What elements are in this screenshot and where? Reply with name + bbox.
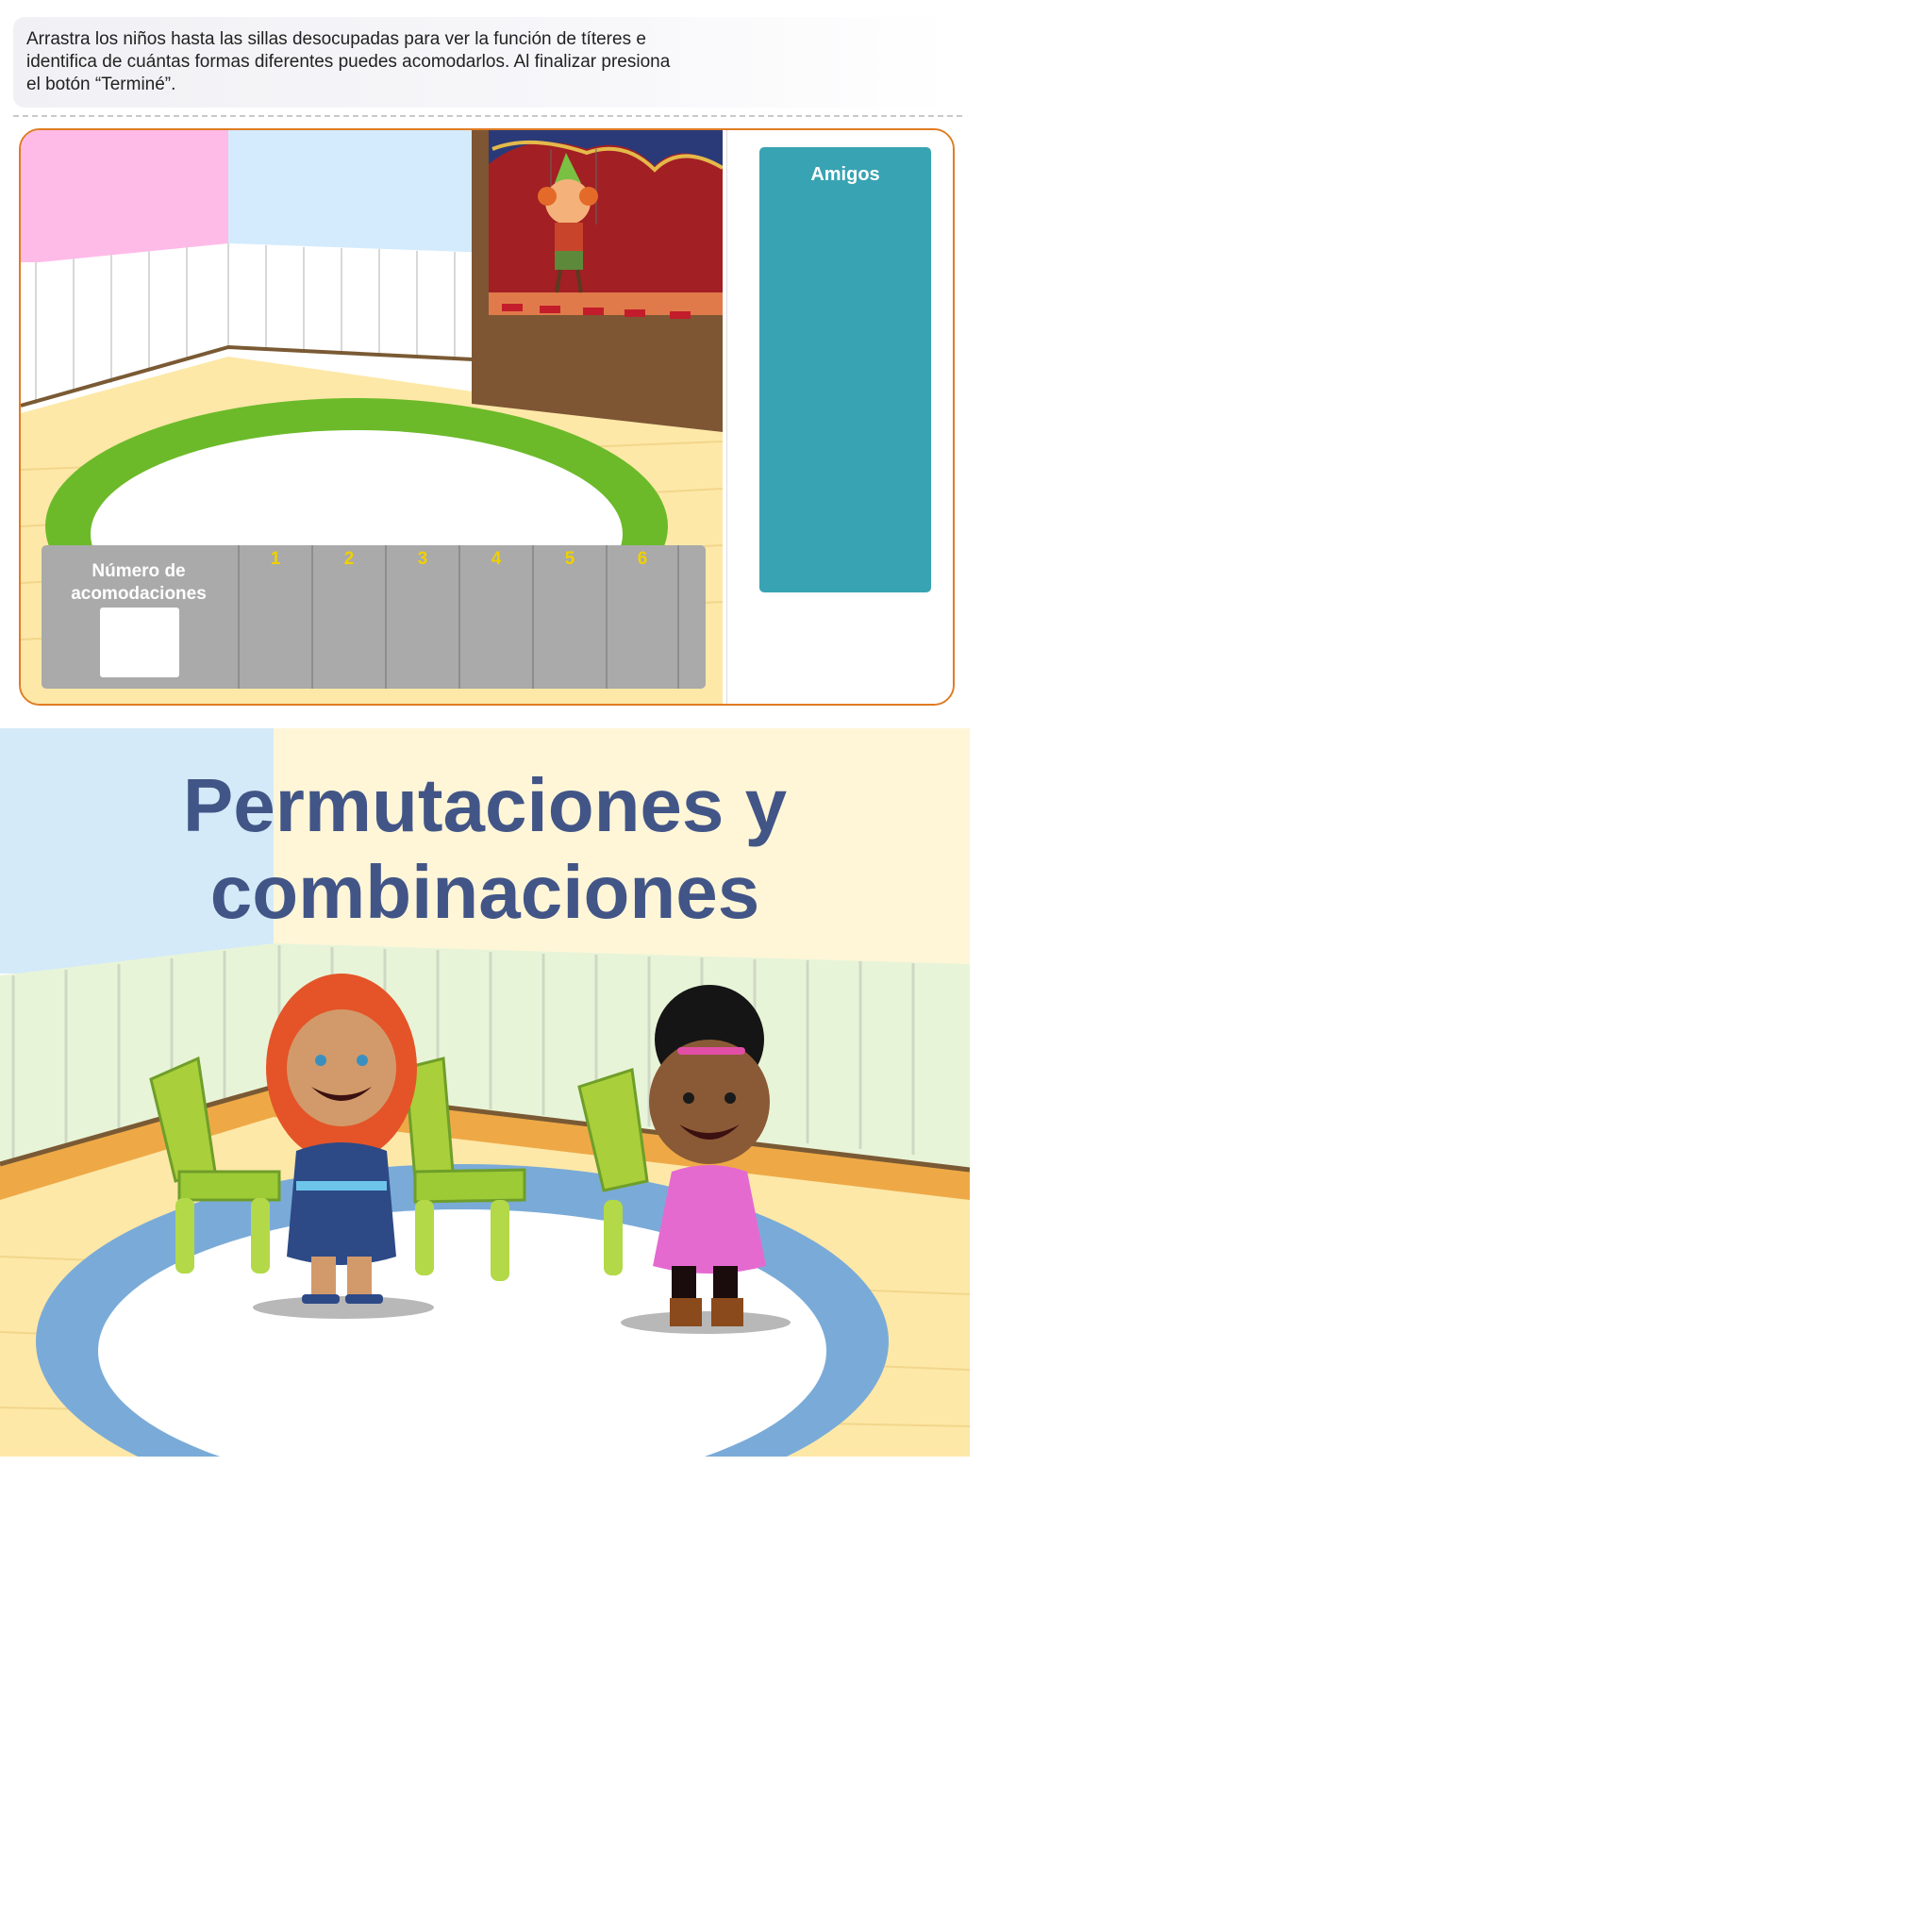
slot-number: 2 (343, 549, 355, 569)
arrangement-slot[interactable] (238, 545, 311, 689)
counter-label: Número de acomodaciones (71, 561, 207, 604)
slot-number: 6 (637, 549, 648, 569)
arrangement-slot[interactable] (606, 545, 679, 689)
friends-title: Amigos (810, 164, 880, 185)
counter-value-box (100, 608, 179, 677)
instructions-banner (13, 17, 955, 108)
slot-number: 5 (564, 549, 575, 569)
cover-illustration (0, 728, 970, 1457)
arrangement-slot[interactable] (532, 545, 606, 689)
friends-tray[interactable] (759, 147, 931, 592)
slot-number: 4 (491, 549, 502, 569)
slot-number: 3 (417, 549, 428, 569)
slot-number: 1 (270, 549, 281, 569)
arrangement-slot[interactable] (458, 545, 532, 689)
cover-title-line1: Permutaciones y (182, 763, 788, 847)
arrangement-slot[interactable] (311, 545, 385, 689)
arrangements-counter (42, 545, 706, 689)
sidebar (726, 130, 954, 704)
activity-panel (19, 128, 955, 706)
cover-title-line2: combinaciones (209, 850, 760, 934)
arrangement-slot[interactable] (385, 545, 458, 689)
instructions-text: Arrastra los niños hasta las sillas desocupadas para ver la función de títeres e identifica de cuántas formas diferentes puedes acomodarlos. Al finalizar presiona el botón “Terminé”. (26, 29, 671, 94)
dashed-divider (13, 115, 962, 117)
pink-wall (21, 130, 228, 262)
